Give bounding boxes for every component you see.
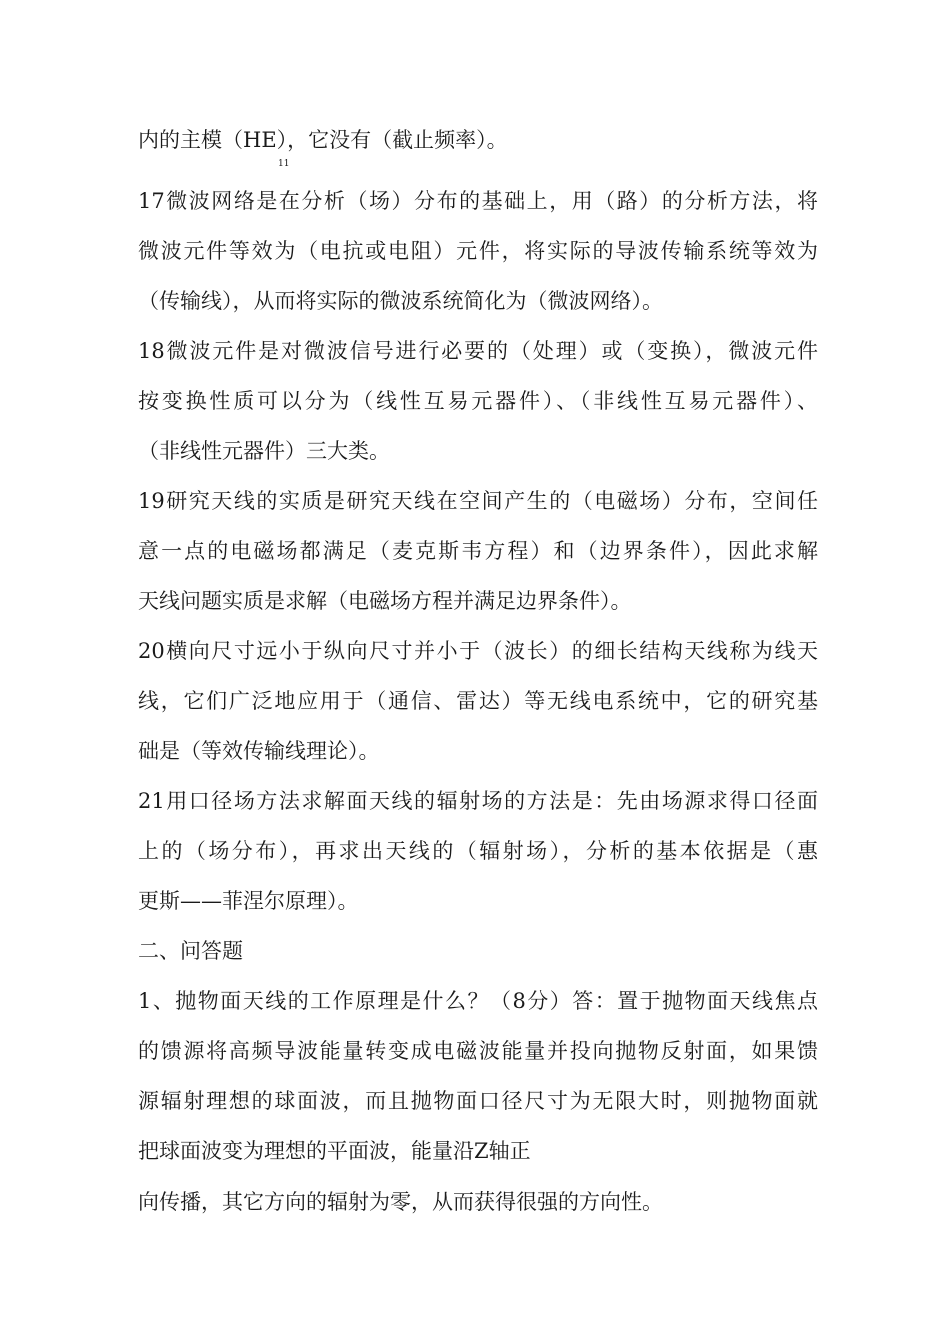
- text-line-2: 17微波网络是在分析（场）分布的基础上，用（路）的分析方法，将: [138, 189, 818, 213]
- text-line-9: 意一点的电磁场都满足（麦克斯韦方程）和（边界条件），因此求解: [138, 539, 818, 563]
- text-line-21: 把球面波变为理想的平面波，能量沿Z轴正: [138, 1139, 531, 1163]
- text-line-11: 20横向尺寸远小于纵向尺寸并小于（波长）的细长结构天线称为线天: [138, 639, 818, 663]
- text-line-8: 19研究天线的实质是研究天线在空间产生的（电磁场）分布，空间任: [138, 489, 818, 513]
- text-line-4: （传输线），从而将实际的微波系统简化为（微波网络）。: [138, 289, 663, 313]
- text-line-5: 18微波元件是对微波信号进行必要的（处理）或（变换），微波元件: [138, 339, 818, 363]
- text-line-15: 上的（场分布），再求出天线的（辐射场），分析的基本依据是（惠: [138, 839, 818, 863]
- text-line-18: 1、抛物面天线的工作原理是什么？（8分）答：置于抛物面天线焦点: [138, 989, 818, 1013]
- text-line-16: 更斯——菲涅尔原理）。: [138, 889, 359, 913]
- text-line-19: 的馈源将高频导波能量转变成电磁波能量并投向抛物反射面，如果馈: [138, 1039, 818, 1063]
- subscript-11: 11: [278, 159, 290, 169]
- text-line-1: 内的主模（HE），它没有（截止频率）。: [138, 128, 508, 152]
- text-line-3: 微波元件等效为（电抗或电阻）元件，将实际的导波传输系统等效为: [138, 239, 818, 263]
- text-line-22: 向传播，其它方向的辐射为零，从而获得很强的方向性。: [138, 1190, 663, 1214]
- text-line-7: （非线性元器件）三大类。: [138, 439, 390, 463]
- section-heading: 二、问答题: [138, 939, 243, 963]
- text-line-6: 按变换性质可以分为（线性互易元器件）、（非线性互易元器件）、: [138, 389, 818, 413]
- text-line-14: 21用口径场方法求解面天线的辐射场的方法是：先由场源求得口径面: [138, 789, 818, 813]
- text-line-12: 线，它们广泛地应用于（通信、雷达）等无线电系统中，它的研究基: [138, 689, 818, 713]
- text-line-20: 源辐射理想的球面波，而且抛物面口径尺寸为无限大时，则抛物面就: [138, 1089, 818, 1113]
- text-line-10: 天线问题实质是求解（电磁场方程并满足边界条件）。: [138, 589, 632, 613]
- text-line-13: 础是（等效传输线理论）。: [138, 739, 380, 763]
